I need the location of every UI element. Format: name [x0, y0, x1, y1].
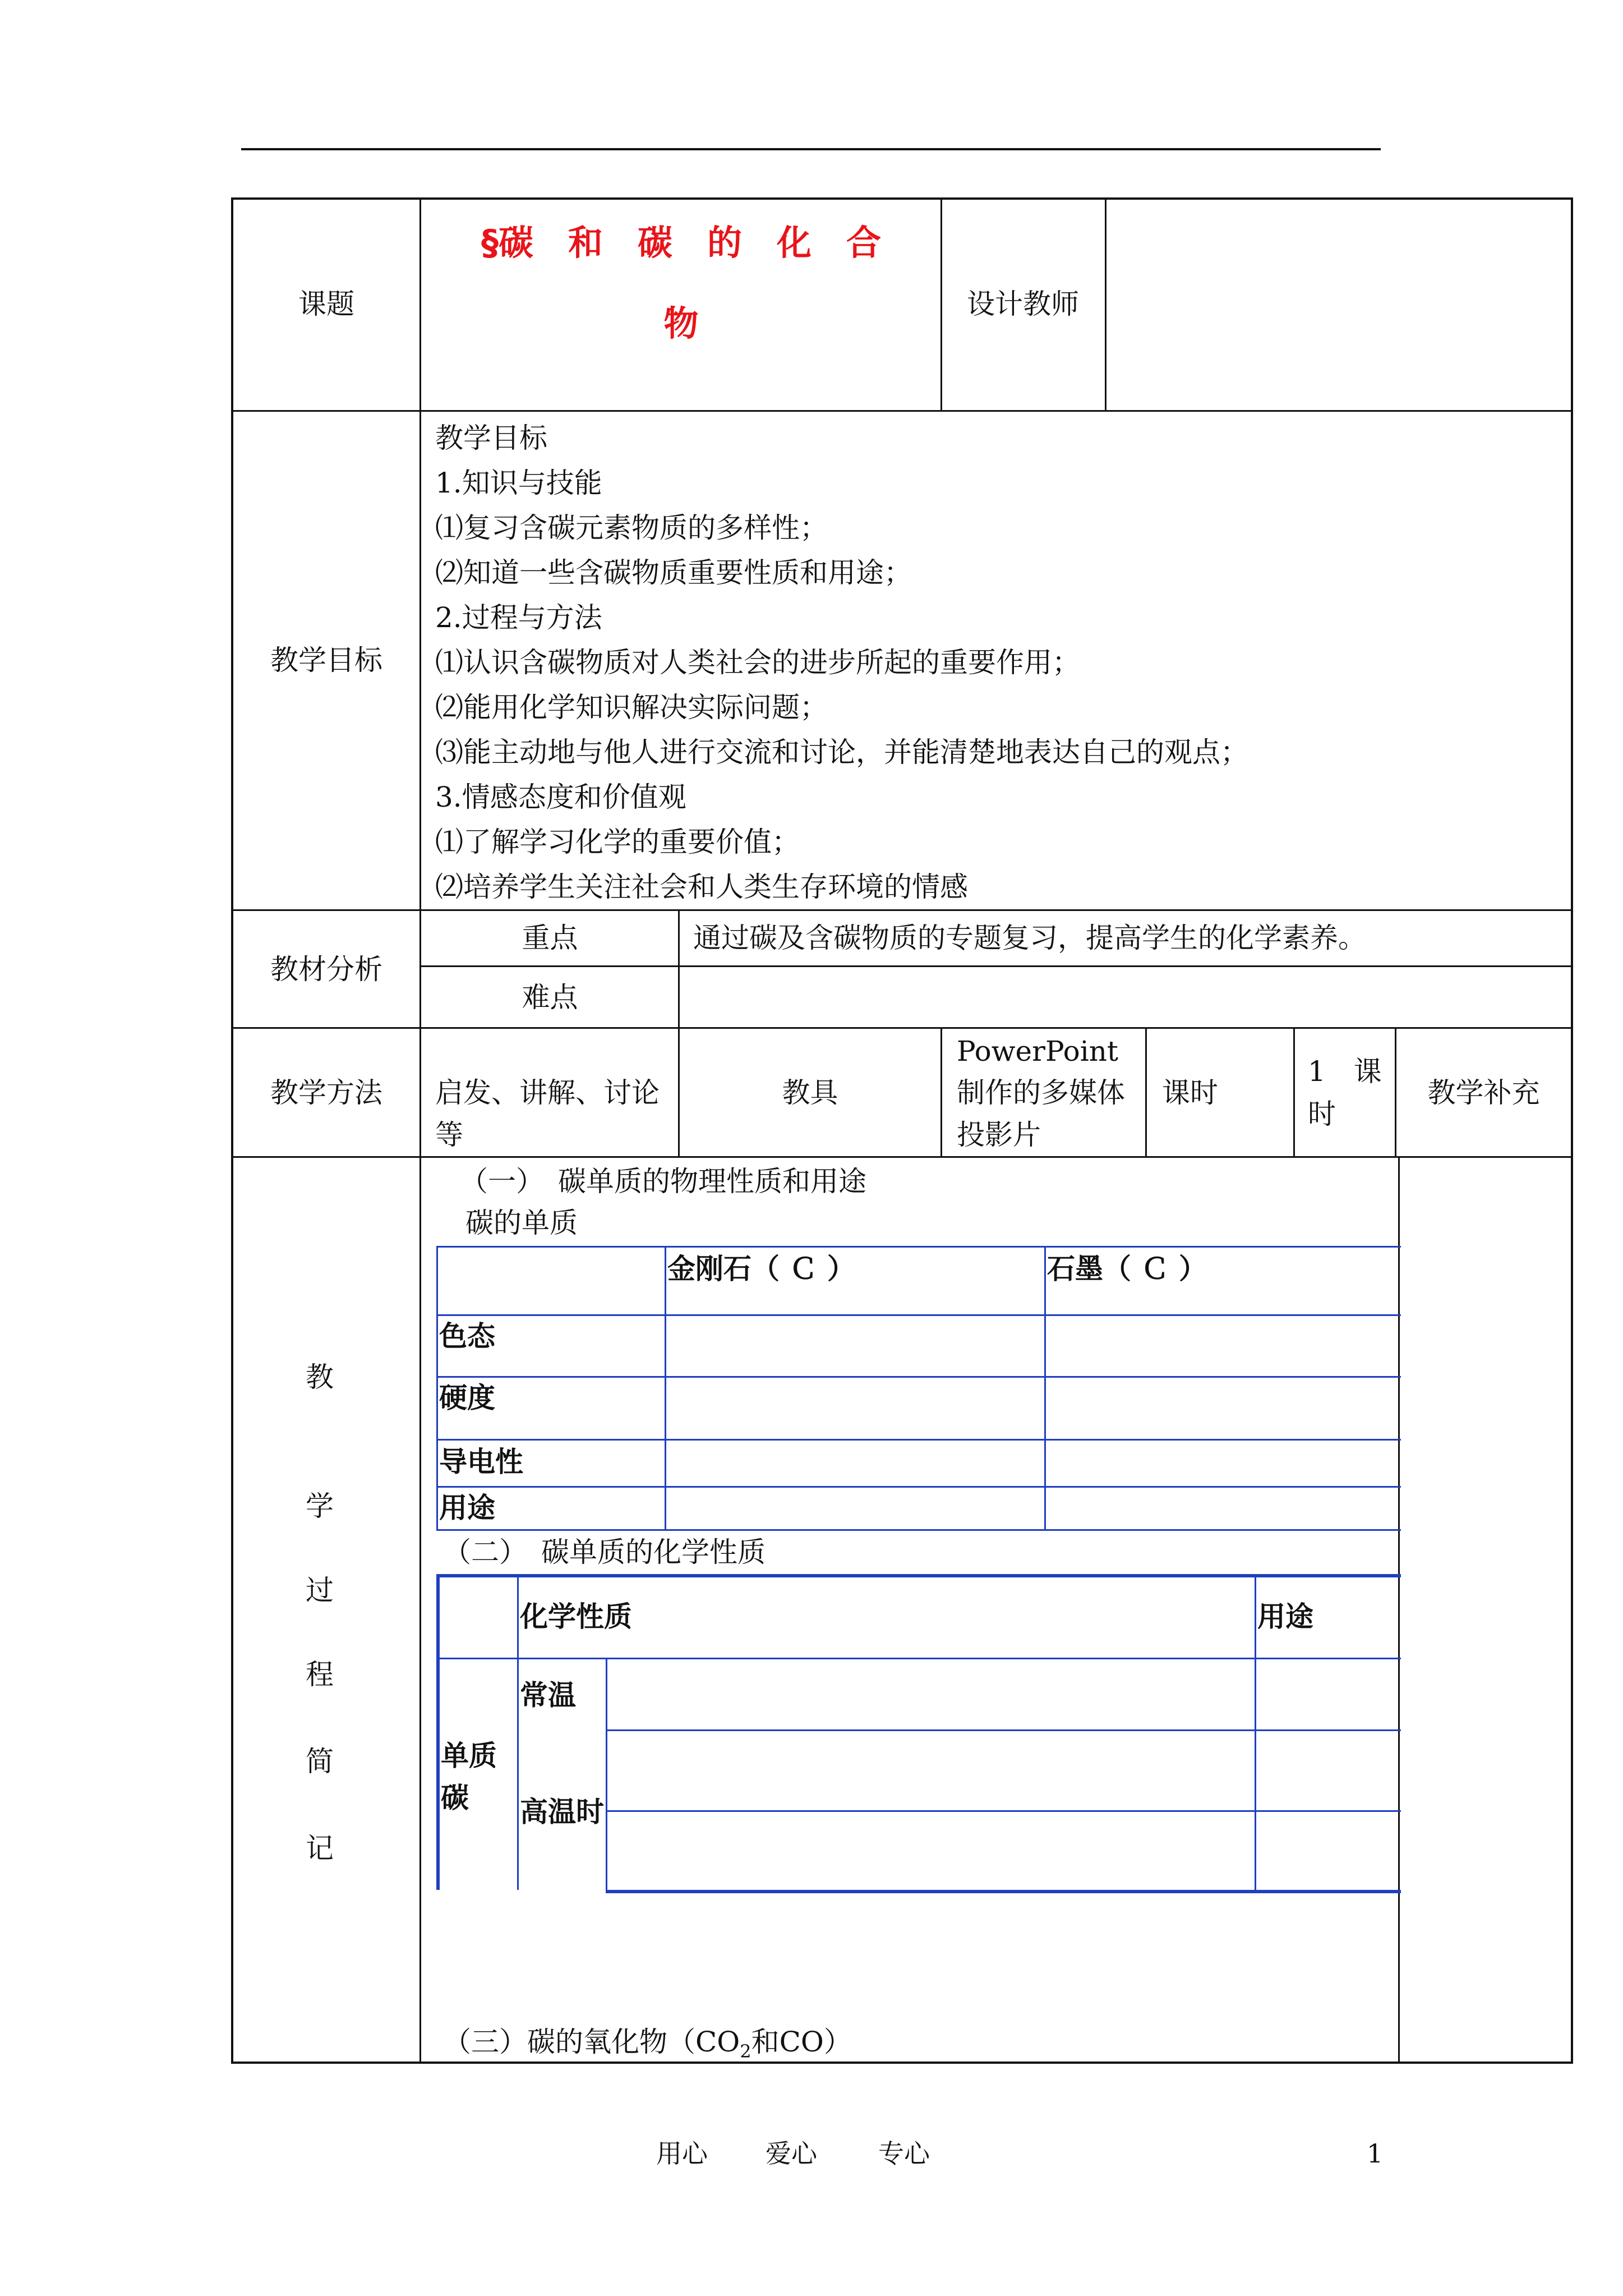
supplement-label: 教学补充 — [1427, 1076, 1540, 1109]
t2-header-chem: 化学性质 — [520, 1600, 632, 1633]
table-border-top — [231, 197, 1573, 200]
difficult-point-label: 难点 — [522, 981, 578, 1014]
objective-line: 1.知识与技能 — [435, 467, 602, 499]
footer-motto-1: 用心 — [656, 2138, 708, 2169]
t1-row-label: 色态 — [439, 1320, 495, 1352]
t2-line — [437, 1574, 1401, 1577]
period-value-line1: 1 课 — [1308, 1055, 1382, 1088]
t1-line — [665, 1246, 666, 1531]
section1-subtitle: 碳的单质 — [465, 1207, 578, 1239]
col-sep-key — [678, 909, 680, 1028]
designer-label: 设计教师 — [967, 288, 1079, 320]
col-sep-m3 — [1145, 1027, 1147, 1157]
t2-group-label-line1: 单质 — [441, 1740, 497, 1772]
col-sep-m4 — [1293, 1027, 1295, 1157]
t2-line — [606, 1890, 1401, 1893]
t2-line — [436, 1574, 440, 1890]
objective-line: ⑴了解学习化学的重要价值； — [435, 826, 800, 858]
tools-line2: 制作的多媒体 — [957, 1076, 1125, 1109]
t1-line — [436, 1246, 1401, 1248]
t1-line — [436, 1246, 438, 1531]
period-label: 课时 — [1162, 1076, 1218, 1109]
section3-title-post: 和CO） — [751, 2026, 852, 2058]
t2-line — [606, 1729, 1401, 1731]
analysis-row-label: 教材分析 — [270, 953, 382, 986]
key-point-label: 重点 — [522, 922, 578, 954]
tools-label: 教具 — [782, 1076, 838, 1109]
process-side-char: 简 — [306, 1745, 334, 1778]
header-rule — [241, 148, 1381, 150]
table-border-left — [231, 197, 233, 2064]
tools-line1: PowerPoint — [957, 1035, 1119, 1068]
process-side-char: 记 — [306, 1832, 334, 1865]
process-side-char: 教 — [306, 1361, 334, 1393]
objective-line: ⑵知道一些含碳物质重要性质和用途； — [435, 556, 912, 589]
objective-line: ⑵能用化学知识解决实际问题； — [435, 691, 828, 724]
objective-line: ⑵培养学生关注社会和人类生存环境的情感 — [435, 871, 968, 903]
t2-line — [437, 1658, 1401, 1659]
t2-line — [517, 1574, 519, 1890]
t2-line — [606, 1658, 607, 1892]
objectives-row-label: 教学目标 — [270, 644, 382, 677]
row-sep-2 — [231, 909, 1573, 911]
col-sep-title — [940, 197, 942, 411]
t2-line — [606, 1810, 1401, 1812]
objective-line: 3.情感态度和价值观 — [435, 781, 686, 813]
section1-title: （一） 碳单质的物理性质和用途 — [460, 1165, 866, 1198]
section2-title: （二） 碳单质的化学性质 — [443, 1536, 766, 1568]
period-value-line2: 时 — [1308, 1098, 1336, 1130]
t1-line — [436, 1439, 1401, 1441]
table-border-right — [1571, 197, 1573, 2064]
tools-line3: 投影片 — [957, 1119, 1041, 1151]
row-sep-1 — [231, 410, 1573, 412]
objective-line: ⑴认识含碳物质对人类社会的进步所起的重要作用； — [435, 646, 1080, 679]
page-number: 1 — [1367, 2138, 1384, 2169]
objective-line: ⑴复习含碳元素物质的多样性； — [435, 512, 828, 544]
col-sep-m2 — [940, 1027, 942, 1157]
footer-motto-3: 专心 — [878, 2138, 930, 2169]
objective-line: 2.过程与方法 — [435, 601, 602, 634]
process-side-char: 过 — [306, 1574, 334, 1607]
t1-line — [436, 1486, 1401, 1488]
t1-line — [436, 1376, 1401, 1378]
col-sep-process-right — [1398, 1156, 1400, 2063]
footer-motto-2: 爱心 — [766, 2138, 817, 2169]
method-text-line2: 等 — [435, 1119, 463, 1151]
process-side-char: 程 — [306, 1658, 334, 1691]
t2-group-label-line2: 碳 — [441, 1782, 469, 1814]
section3-title — [443, 2019, 852, 2074]
t1-row-label: 硬度 — [439, 1382, 495, 1414]
row-sep-4 — [231, 1156, 1573, 1158]
section3-title-pre: （三）碳的氧化物（CO — [443, 2026, 740, 2058]
objective-line: ⑶能主动地与他人进行交流和讨论，并能清楚地表达自己的观点； — [435, 736, 1248, 769]
t1-header-graphite: 石墨（ Ｃ ） — [1047, 1253, 1207, 1285]
col-sep-label — [419, 197, 421, 2064]
t1-line — [436, 1314, 1401, 1316]
t2-header-use: 用途 — [1257, 1600, 1313, 1633]
process-side-char: 学 — [306, 1490, 334, 1522]
table-border-bottom — [231, 2062, 1573, 2064]
t2-row-high: 高温时 — [520, 1796, 604, 1828]
lesson-title-line1: §碳 和 碳 的 化 合 — [481, 222, 881, 263]
method-text-line1: 启发、讲解、讨论 — [435, 1076, 660, 1109]
t2-line — [1255, 1574, 1256, 1892]
subject-label: 课题 — [298, 288, 354, 320]
row-sep-2b — [421, 965, 1573, 967]
t2-row-normal: 常温 — [520, 1679, 576, 1711]
key-point-value: 通过碳及含碳物质的专题复习，提高学生的化学素养。 — [693, 922, 1366, 954]
t1-row-label: 用途 — [439, 1492, 495, 1524]
section3-subscript: 2 — [740, 2041, 751, 2062]
methods-row-label: 教学方法 — [270, 1076, 382, 1109]
objective-line: 教学目标 — [435, 422, 547, 454]
col-sep-designer — [1105, 197, 1106, 411]
row-sep-3 — [231, 1027, 1573, 1029]
lesson-title-line2: 物 — [663, 303, 699, 344]
t1-line — [1044, 1246, 1046, 1531]
t1-header-diamond: 金刚石（ Ｃ ） — [667, 1253, 855, 1285]
t1-row-label: 导电性 — [439, 1446, 523, 1478]
